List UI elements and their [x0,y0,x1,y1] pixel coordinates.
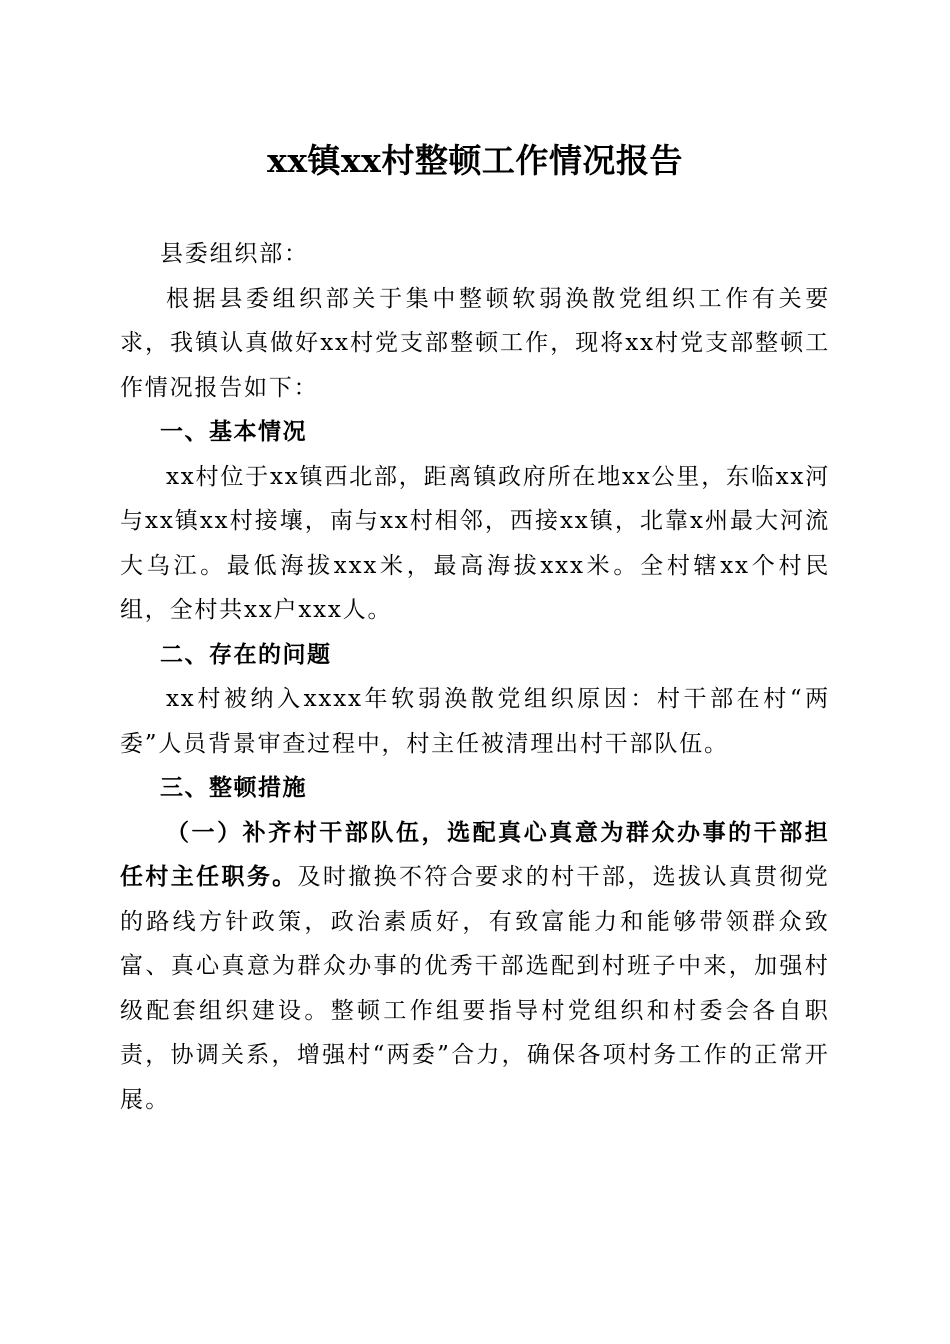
document-body [120,232,830,1122]
measure-lead: （一）补齐村干部队伍，选配真心真意为群众办事的干部担任村主任职务。 [120,818,830,890]
basic-info-paragraph: xx村位于xx镇西北部，距离镇政府所在地xx公里，东临xx河与xx镇xx村接壤，南与xx村相邻，西接xx镇，北靠x州最大河流大乌江。最低海拔xxx米，最高海拔xxx米。全村辖xx个村民组，全村共xx户xxx人。 [120,463,830,623]
section-heading-measures: 三、整顿措施 [160,775,307,801]
document-title: xx镇xx村整顿工作情况报告 [267,141,683,180]
intro-paragraph: 根据县委组织部关于集中整顿软弱涣散党组织工作有关要求，我镇认真做好xx村党支部整顿工作，现将xx村党支部整顿工作情况报告如下： [120,285,830,401]
section-heading-basic-info: 一、基本情况 [160,419,307,445]
salutation: 县委组织部： [160,241,309,267]
section-heading-problems: 二、存在的问题 [160,641,332,668]
problems-paragraph: xx村被纳入xxxx年软弱涣散党组织原因：村干部在村“两委”人员背景审查过程中，村主任被清理出村干部队伍。 [120,686,830,757]
measure-paragraph [120,811,830,1123]
measure-body: 及时撤换不符合要求的村干部，选拔认真贯彻党的路线方针政策，政治素质好，有致富能力和能够带领群众致富、真心真意为群众办事的优秀干部选配到村班子中来，加强村级配套组织建设。整顿工作组要指导村党组织和村委会各自职责，协调关系，增强村“两委”合力，确保各项村务工作的正常开展。 [120,864,830,1113]
